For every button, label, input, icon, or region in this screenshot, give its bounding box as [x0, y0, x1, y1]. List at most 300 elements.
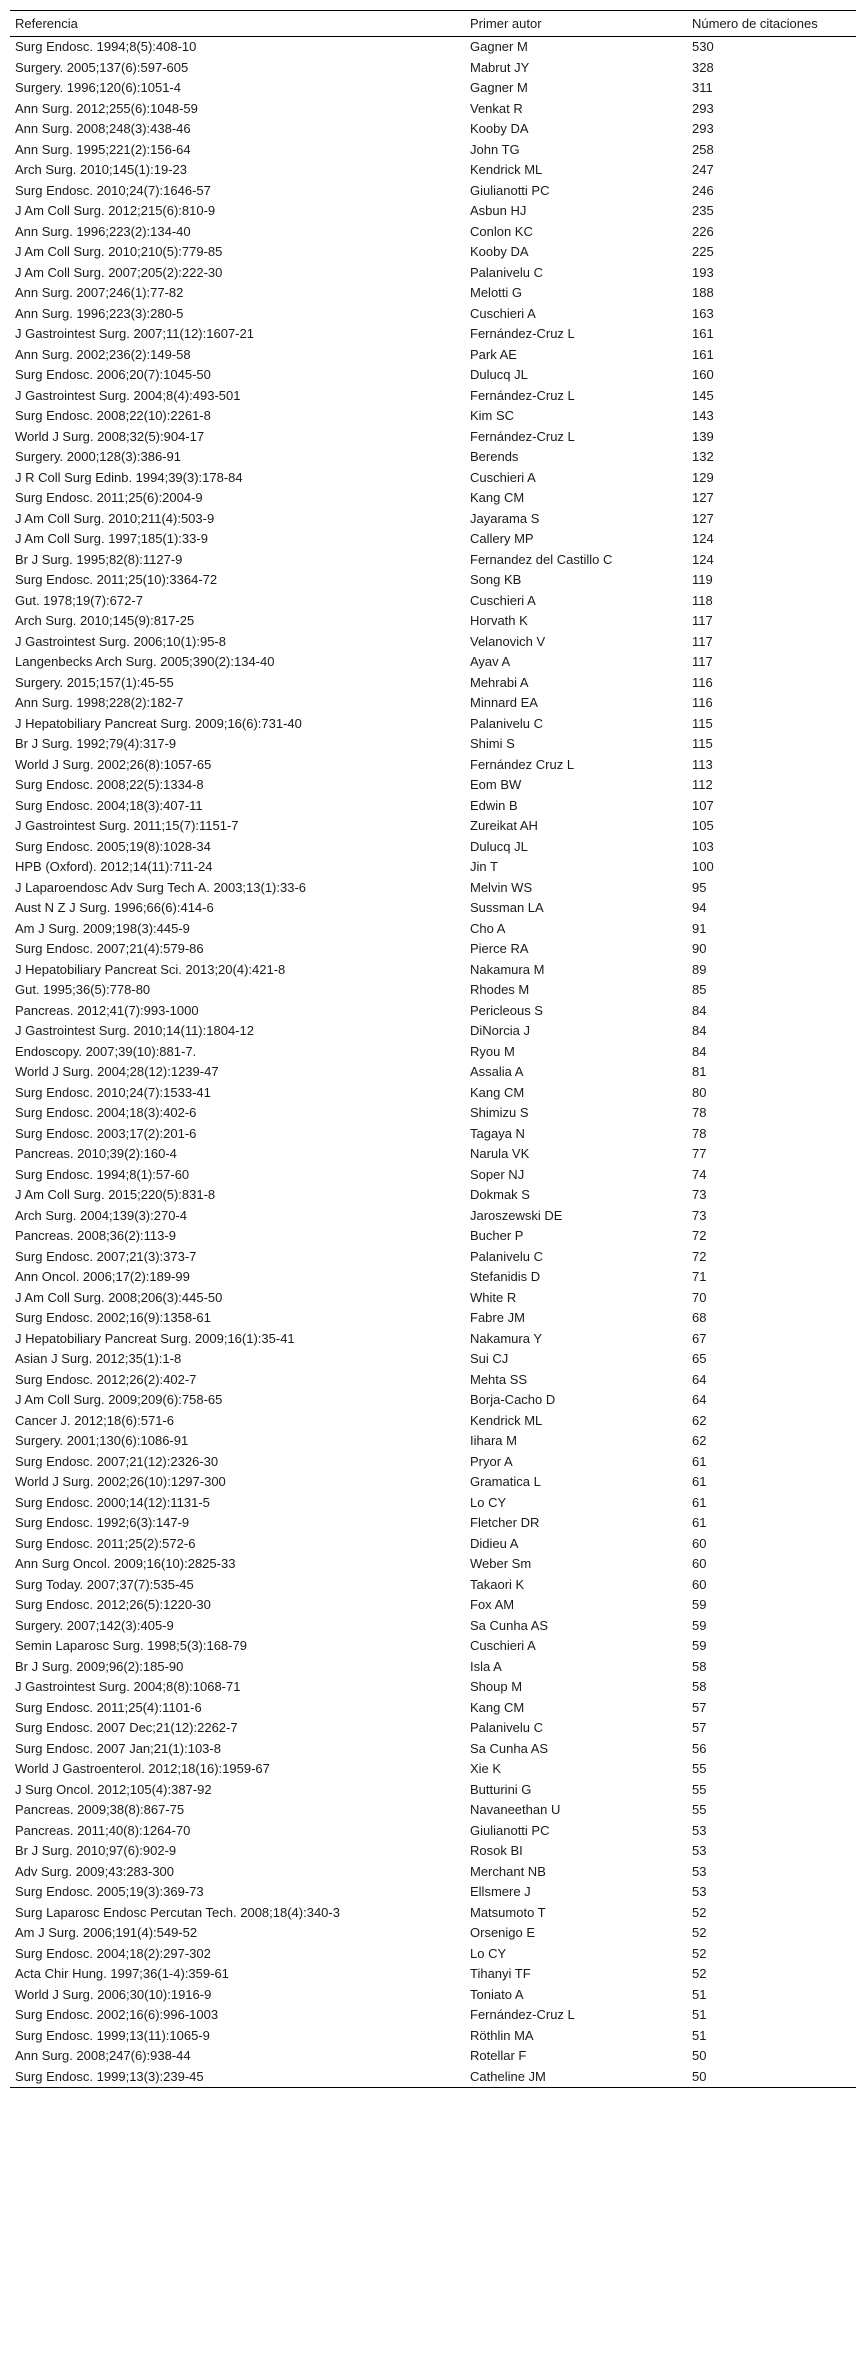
table-row [10, 1493, 856, 1514]
cell-citations: 161 [692, 346, 714, 362]
cell-first-author: Matsumoto T [470, 1904, 546, 1920]
table-row [10, 1452, 856, 1473]
cell-reference: J Gastrointest Surg. 2004;8(8):1068-71 [15, 1679, 241, 1694]
table-row [10, 1780, 856, 1801]
cell-first-author: Rotellar F [470, 2048, 527, 2063]
cell-citations: 124 [692, 531, 714, 546]
cell-reference: J Gastrointest Surg. 2006;10(1):95-8 [15, 633, 227, 649]
cell-first-author: Tihanyi TF [470, 1966, 531, 1981]
cell-citations: 64 [692, 1371, 707, 1387]
cell-citations: 124 [692, 551, 714, 567]
table-row [10, 263, 856, 284]
cell-first-author: Soper NJ [470, 1166, 525, 1182]
cell-first-author: Kang CM [470, 1699, 525, 1715]
cell-citations: 225 [692, 244, 714, 259]
table-row [10, 570, 856, 591]
table-row [10, 1964, 856, 1985]
cell-first-author: Orsenigo E [470, 1925, 536, 1940]
cell-reference: Surg Endosc. 1994;8(1):57-60 [15, 1166, 190, 1182]
table-row [10, 1698, 856, 1719]
cell-first-author: Toniato A [470, 1986, 524, 2002]
table-row [10, 1923, 856, 1944]
cell-citations: 117 [692, 613, 713, 628]
cell-citations: 50 [692, 2048, 707, 2063]
cell-first-author: Shimi S [470, 736, 515, 751]
cell-citations: 53 [692, 1843, 707, 1858]
cell-citations: 94 [692, 900, 707, 915]
cell-reference: Surg Endosc. 2000;14(12):1131-5 [15, 1494, 210, 1510]
table-row [10, 1042, 856, 1063]
table-row [10, 324, 856, 345]
cell-first-author: Fletcher DR [470, 1515, 540, 1530]
cell-reference: Br J Surg. 2009;96(2):185-90 [15, 1658, 184, 1674]
cell-reference: J Hepatobiliary Pancreat Sci. 2013;20(4):421-8 [15, 961, 286, 977]
table-row [10, 1144, 856, 1165]
cell-first-author: Melvin WS [470, 879, 533, 895]
cell-first-author: Palanivelu C [470, 264, 543, 280]
cell-citations: 132 [692, 449, 714, 464]
cell-first-author: Takaori K [470, 1576, 525, 1592]
cell-reference: World J Surg. 2004;28(12):1239-47 [15, 1064, 219, 1079]
cell-first-author: Eom BW [470, 777, 522, 792]
table-row [10, 304, 856, 325]
cell-first-author: Ryou M [470, 1043, 515, 1059]
cell-citations: 61 [692, 1494, 707, 1510]
cell-citations: 55 [692, 1802, 707, 1817]
table-row [10, 1657, 856, 1678]
cell-first-author: Park AE [470, 346, 517, 362]
table-row [10, 652, 856, 673]
cell-citations: 59 [692, 1638, 707, 1653]
table-row [10, 1288, 856, 1309]
cell-first-author: Assalia A [470, 1064, 524, 1079]
cell-reference: Asian J Surg. 2012;35(1):1-8 [15, 1351, 182, 1366]
cell-reference: Ann Surg. 2008;247(6):938-44 [15, 2048, 191, 2063]
table-row [10, 632, 856, 653]
cell-first-author: Sa Cunha AS [470, 1617, 549, 1633]
cell-citations: 68 [692, 1310, 707, 1325]
table-row [10, 365, 856, 386]
table-row [10, 345, 856, 366]
cell-citations: 51 [692, 2027, 707, 2043]
cell-reference: Aust N Z J Surg. 1996;66(6):414-6 [15, 900, 214, 915]
cell-first-author: Röthlin MA [470, 2027, 534, 2043]
cell-first-author: Nakamura M [470, 961, 545, 977]
cell-first-author: Rhodes M [470, 982, 530, 997]
cell-first-author: Tagaya N [470, 1125, 525, 1141]
cell-citations: 58 [692, 1679, 707, 1694]
cell-first-author: Shoup M [470, 1679, 523, 1694]
cell-reference: J Gastrointest Surg. 2004;8(4):493-501 [15, 387, 241, 403]
cell-citations: 311 [692, 80, 713, 95]
cell-reference: Surgery. 2001;130(6):1086-91 [15, 1433, 189, 1448]
table-row [10, 140, 856, 161]
cell-first-author: Sussman LA [470, 900, 544, 915]
cell-reference: Surg Endosc. 2011;25(10):3364-72 [15, 572, 218, 587]
cell-reference: Ann Surg. 1996;223(2):134-40 [15, 223, 191, 239]
cell-first-author: Callery MP [470, 531, 534, 546]
table-row [10, 1677, 856, 1698]
table-row [10, 919, 856, 940]
cell-first-author: Jin T [470, 859, 498, 874]
cell-citations: 112 [692, 777, 713, 792]
table-row [10, 201, 856, 222]
cell-citations: 235 [692, 203, 714, 218]
cell-reference: J Am Coll Surg. 2010;211(4):503-9 [15, 510, 215, 526]
cell-reference: J Am Coll Surg. 2009;209(6):758-65 [15, 1392, 223, 1407]
cell-reference: Arch Surg. 2010;145(1):19-23 [15, 162, 187, 177]
cell-reference: Surg Endosc. 1992;6(3):147-9 [15, 1515, 190, 1530]
cell-reference: J Am Coll Surg. 2012;215(6):810-9 [15, 203, 216, 218]
table-row [10, 488, 856, 509]
cell-first-author: Fernández-Cruz L [470, 387, 575, 403]
table-row [10, 714, 856, 735]
cell-first-author: Catheline JM [465, 2067, 687, 2088]
cell-reference: Surg Endosc. 2004;18(3):402-6 [15, 1105, 197, 1120]
table-row [10, 1247, 856, 1268]
cell-citations: 52 [692, 1904, 707, 1920]
cell-reference: Pancreas. 2009;38(8):867-75 [15, 1802, 185, 1817]
table-row [10, 1636, 856, 1657]
table-row [10, 550, 856, 571]
cell-reference: Surg Endosc. 2005;19(8):1028-34 [15, 838, 211, 854]
cell-reference: Surg Endosc. 2003;17(2):201-6 [15, 1125, 197, 1141]
table-row [10, 1739, 856, 1760]
table-row [10, 1534, 856, 1555]
table-row [10, 796, 856, 817]
cell-first-author: Stefanidis D [470, 1269, 541, 1284]
cell-reference: Surg Endosc. 2007 Jan;21(1):103-8 [15, 1740, 221, 1756]
cell-first-author: Kendrick ML [470, 162, 543, 177]
cell-first-author: Zureikat AH [470, 818, 538, 833]
cell-reference: Langenbecks Arch Surg. 2005;390(2):134-40 [15, 654, 275, 669]
cell-reference: Surg Endosc. 2007;21(4):579-86 [15, 941, 204, 956]
table-row [10, 529, 856, 550]
table-row [10, 816, 856, 837]
cell-reference: Semin Laparosc Surg. 1998;5(3):168-79 [15, 1638, 247, 1653]
cell-first-author: Xie K [470, 1761, 502, 1776]
table-row [10, 755, 856, 776]
cell-first-author: Kim SC [470, 408, 515, 423]
cell-reference: J R Coll Surg Edinb. 1994;39(3):178-84 [15, 469, 243, 485]
cell-citations: 55 [692, 1761, 707, 1776]
cell-first-author: Giulianotti PC [470, 1822, 550, 1838]
cell-citations: 84 [692, 1043, 707, 1059]
cell-citations: 59 [692, 1597, 707, 1612]
table-row [10, 837, 856, 858]
cell-citations: 72 [692, 1248, 707, 1264]
cell-citations: 78 [692, 1105, 707, 1120]
cell-first-author: Gagner M [470, 39, 528, 54]
cell-reference: Surg Endosc. 2012;26(2):402-7 [15, 1371, 197, 1387]
cell-reference: J Gastrointest Surg. 2010;14(11):1804-12 [15, 1023, 254, 1038]
cell-citations: 56 [692, 1740, 707, 1756]
cell-citations: 53 [692, 1863, 707, 1879]
cell-reference: Surg Endosc. 2004;18(3):407-11 [15, 797, 203, 813]
cell-citations: 84 [692, 1002, 707, 1018]
cell-citations: 530 [692, 39, 714, 54]
cell-reference: Ann Oncol. 2006;17(2):189-99 [15, 1269, 190, 1284]
cell-citations: 81 [692, 1064, 707, 1079]
cell-citations: 61 [692, 1453, 707, 1469]
table-row [10, 1185, 856, 1206]
cell-reference: World J Surg. 2002;26(10):1297-300 [15, 1474, 226, 1489]
cell-first-author: Cho A [470, 920, 506, 936]
cell-first-author: Fernández-Cruz L [470, 428, 575, 444]
cell-citations: 139 [692, 428, 714, 444]
cell-first-author: Dokmak S [470, 1187, 530, 1202]
cell-reference: Surg Endosc. 2011;25(4):1101-6 [15, 1699, 202, 1715]
cell-first-author: DiNorcia J [470, 1023, 530, 1038]
cell-first-author: Lo CY [470, 1945, 507, 1961]
cell-reference: Surg Endosc. 2007;21(12):2326-30 [15, 1453, 219, 1469]
table-row [10, 427, 856, 448]
table-row [10, 283, 856, 304]
cell-first-author: Pericleous S [470, 1002, 543, 1018]
cell-first-author: Jaroszewski DE [470, 1207, 563, 1223]
cell-citations: 60 [692, 1556, 707, 1571]
cell-first-author: Palanivelu C [470, 1720, 543, 1735]
cell-citations: 71 [692, 1269, 707, 1284]
table-row [10, 1759, 856, 1780]
table-body [10, 37, 856, 2088]
cell-citations: 116 [692, 674, 713, 690]
cell-first-author: Lo CY [470, 1494, 507, 1510]
cell-citations: 52 [692, 1966, 707, 1981]
cell-first-author: Cuschieri A [470, 592, 536, 608]
cell-first-author: Berends [470, 449, 519, 464]
cell-citations: 85 [692, 982, 707, 997]
cell-citations: 50 [687, 2067, 856, 2088]
cell-reference: J Am Coll Surg. 2007;205(2):222-30 [15, 264, 223, 280]
cell-first-author: Fernández Cruz L [470, 756, 575, 772]
cell-first-author: Rosok BI [470, 1843, 523, 1858]
table-row [10, 1841, 856, 1862]
cell-first-author: Palanivelu C [470, 1248, 543, 1264]
cell-first-author: Dulucq JL [470, 838, 528, 854]
cell-citations: 62 [692, 1412, 707, 1428]
cell-first-author: Borja-Cacho D [470, 1392, 556, 1407]
cell-first-author: Navaneethan U [470, 1802, 561, 1817]
table-row [10, 1554, 856, 1575]
cell-citations: 64 [692, 1392, 707, 1407]
cell-reference: Pancreas. 2010;39(2):160-4 [15, 1146, 177, 1161]
table-row [10, 878, 856, 899]
cell-citations: 193 [692, 264, 714, 280]
cell-first-author: Velanovich V [470, 633, 546, 649]
cell-first-author: Minnard EA [470, 695, 538, 710]
cell-citations: 118 [692, 592, 713, 608]
cell-first-author: Ellsmere J [470, 1884, 531, 1899]
cell-citations: 51 [692, 1986, 707, 2002]
cell-reference: J Hepatobiliary Pancreat Surg. 2009;16(6):731-40 [15, 715, 302, 731]
cell-citations: 60 [692, 1576, 707, 1592]
cell-citations: 117 [692, 633, 713, 649]
cell-first-author: Venkat R [470, 100, 523, 116]
cell-citations: 90 [692, 941, 707, 956]
cell-reference: Surg Endosc. 2007;21(3):373-7 [15, 1248, 197, 1264]
cell-first-author: Horvath K [470, 613, 528, 628]
cell-reference: Surg Endosc. 2005;19(3):369-73 [15, 1884, 204, 1899]
cell-reference: Ann Surg Oncol. 2009;16(10):2825-33 [15, 1556, 236, 1571]
cell-citations: 65 [692, 1351, 707, 1366]
cell-first-author: Gagner M [470, 80, 528, 95]
cell-citations: 53 [692, 1884, 707, 1899]
cell-first-author: Didieu A [470, 1535, 519, 1551]
table-row [10, 119, 856, 140]
cell-citations: 103 [692, 838, 714, 854]
cell-first-author: Asbun HJ [470, 203, 527, 218]
table-row [10, 406, 856, 427]
cell-citations: 113 [692, 756, 713, 772]
table-row [10, 611, 856, 632]
table-row [10, 99, 856, 120]
cell-citations: 73 [692, 1187, 707, 1202]
cell-first-author: Shimizu S [470, 1105, 529, 1120]
table-row [10, 1431, 856, 1452]
cell-first-author: Kooby DA [470, 244, 529, 259]
cell-citations: 293 [692, 100, 714, 116]
header-citations: Número de citaciones [687, 11, 856, 37]
table-row [10, 58, 856, 79]
cell-citations: 258 [692, 141, 714, 157]
table-row [10, 37, 856, 58]
cell-reference: J Am Coll Surg. 1997;185(1):33-9 [15, 531, 208, 546]
cell-reference: J Am Coll Surg. 2015;220(5):831-8 [15, 1187, 216, 1202]
cell-citations: 70 [692, 1289, 707, 1305]
cell-reference: Br J Surg. 1992;79(4):317-9 [15, 736, 177, 751]
table-row [10, 1944, 856, 1965]
cell-reference: Pancreas. 2008;36(2):113-9 [15, 1228, 176, 1243]
cell-first-author: Kang CM [470, 1084, 525, 1100]
cell-reference: Surg Endosc. 2011;25(6):2004-9 [15, 490, 203, 505]
table-row [10, 1308, 856, 1329]
cell-citations: 100 [692, 859, 714, 874]
table-row [10, 447, 856, 468]
cell-reference: Ann Surg. 2012;255(6):1048-59 [15, 100, 198, 116]
table-row [10, 857, 856, 878]
cell-reference: Surgery. 2007;142(3):405-9 [15, 1617, 174, 1633]
cell-first-author: Butturini G [470, 1781, 532, 1797]
cell-reference: Br J Surg. 2010;97(6):902-9 [15, 1843, 177, 1858]
cell-reference: Ann Surg. 1998;228(2):182-7 [15, 695, 184, 710]
cell-first-author: Kooby DA [470, 121, 529, 136]
table-row [10, 1206, 856, 1227]
cell-reference: Surg Endosc. 2008;22(5):1334-8 [15, 777, 204, 792]
cell-reference: Surg Endosc. 2006;20(7):1045-50 [15, 367, 211, 382]
cell-first-author: Palanivelu C [470, 715, 543, 731]
cell-first-author: Cuschieri A [470, 1638, 536, 1653]
cell-first-author: White R [470, 1289, 517, 1305]
cell-citations: 127 [692, 510, 714, 526]
table-row [10, 1800, 856, 1821]
cell-first-author: Giulianotti PC [470, 182, 550, 198]
cell-citations: 58 [692, 1658, 707, 1674]
cell-reference: Surg Endosc. 2010;24(7):1533-41 [15, 1084, 211, 1100]
cell-reference: Surg Endosc. 1999;13(3):239-45 [10, 2067, 465, 2088]
cell-citations: 61 [692, 1515, 707, 1530]
cell-citations: 115 [692, 715, 713, 731]
table-row [10, 2005, 856, 2026]
cell-first-author: Cuschieri A [470, 469, 536, 485]
cell-citations: 52 [692, 1945, 707, 1961]
citations-table [10, 10, 856, 2088]
cell-reference: Am J Surg. 2009;198(3):445-9 [15, 920, 190, 936]
table-row [10, 960, 856, 981]
cell-first-author: Pryor A [470, 1453, 513, 1469]
cell-first-author: Conlon KC [470, 223, 533, 239]
table-row [10, 1390, 856, 1411]
table-row [10, 1985, 856, 2006]
table-row [10, 898, 856, 919]
table-row [10, 673, 856, 694]
cell-reference: Surg Endosc. 1999;13(11):1065-9 [15, 2027, 210, 2043]
cell-reference: Arch Surg. 2010;145(9):817-25 [15, 613, 195, 628]
cell-citations: 74 [692, 1166, 707, 1182]
cell-reference: Ann Surg. 2007;246(1):77-82 [15, 285, 184, 300]
cell-citations: 57 [692, 1720, 707, 1735]
table-row [10, 1903, 856, 1924]
cell-first-author: Melotti G [470, 285, 523, 300]
cell-citations: 127 [692, 490, 714, 505]
cell-first-author: Kendrick ML [470, 1412, 543, 1428]
table-row [10, 591, 856, 612]
cell-citations: 60 [692, 1535, 707, 1551]
cell-citations: 116 [692, 695, 713, 710]
cell-first-author: Fernández-Cruz L [470, 2007, 575, 2022]
cell-reference: World J Surg. 2008;32(5):904-17 [15, 428, 205, 444]
cell-citations: 247 [692, 162, 714, 177]
table-row [10, 1718, 856, 1739]
cell-first-author: Isla A [470, 1658, 502, 1674]
cell-citations: 293 [692, 121, 714, 136]
cell-first-author: Edwin B [470, 797, 518, 813]
table-row [10, 1575, 856, 1596]
cell-reference: J Gastrointest Surg. 2011;15(7):1151-7 [15, 818, 239, 833]
table-row [10, 980, 856, 1001]
cell-reference: Surgery. 2005;137(6):597-605 [15, 59, 189, 75]
cell-reference: Gut. 1978;19(7):672-7 [15, 592, 143, 608]
table-row [10, 1329, 856, 1350]
table-row [10, 2046, 856, 2067]
cell-citations: 61 [692, 1474, 707, 1489]
cell-citations: 55 [692, 1781, 707, 1797]
cell-reference: Surg Endosc. 2008;22(10):2261-8 [15, 408, 211, 423]
cell-first-author: Ayav A [470, 654, 511, 669]
header-reference: Referencia [10, 11, 465, 37]
table-row [10, 1821, 856, 1842]
cell-reference: Surg Endosc. 2002;16(6):996-1003 [15, 2007, 219, 2022]
cell-reference: Surg Endosc. 2004;18(2):297-302 [15, 1945, 211, 1961]
table-row [10, 1124, 856, 1145]
cell-first-author: Mehta SS [470, 1371, 528, 1387]
cell-first-author: Kang CM [470, 490, 525, 505]
cell-reference: Surgery. 1996;120(6):1051-4 [15, 80, 181, 95]
table-row [10, 160, 856, 181]
cell-reference: Pancreas. 2012;41(7):993-1000 [15, 1002, 199, 1018]
table-row [10, 1001, 856, 1022]
table-header [10, 11, 856, 37]
cell-citations: 62 [692, 1433, 707, 1448]
table-row [10, 734, 856, 755]
cell-first-author: Fernandez del Castillo C [470, 551, 613, 567]
cell-reference: Arch Surg. 2004;139(3):270-4 [15, 1207, 187, 1223]
table-row [10, 1882, 856, 1903]
table-row [10, 1370, 856, 1391]
cell-first-author: Fernández-Cruz L [470, 326, 575, 341]
cell-citations: 188 [692, 285, 714, 300]
cell-reference: Surg Laparosc Endosc Percutan Tech. 2008;18(4):340-3 [15, 1904, 340, 1920]
